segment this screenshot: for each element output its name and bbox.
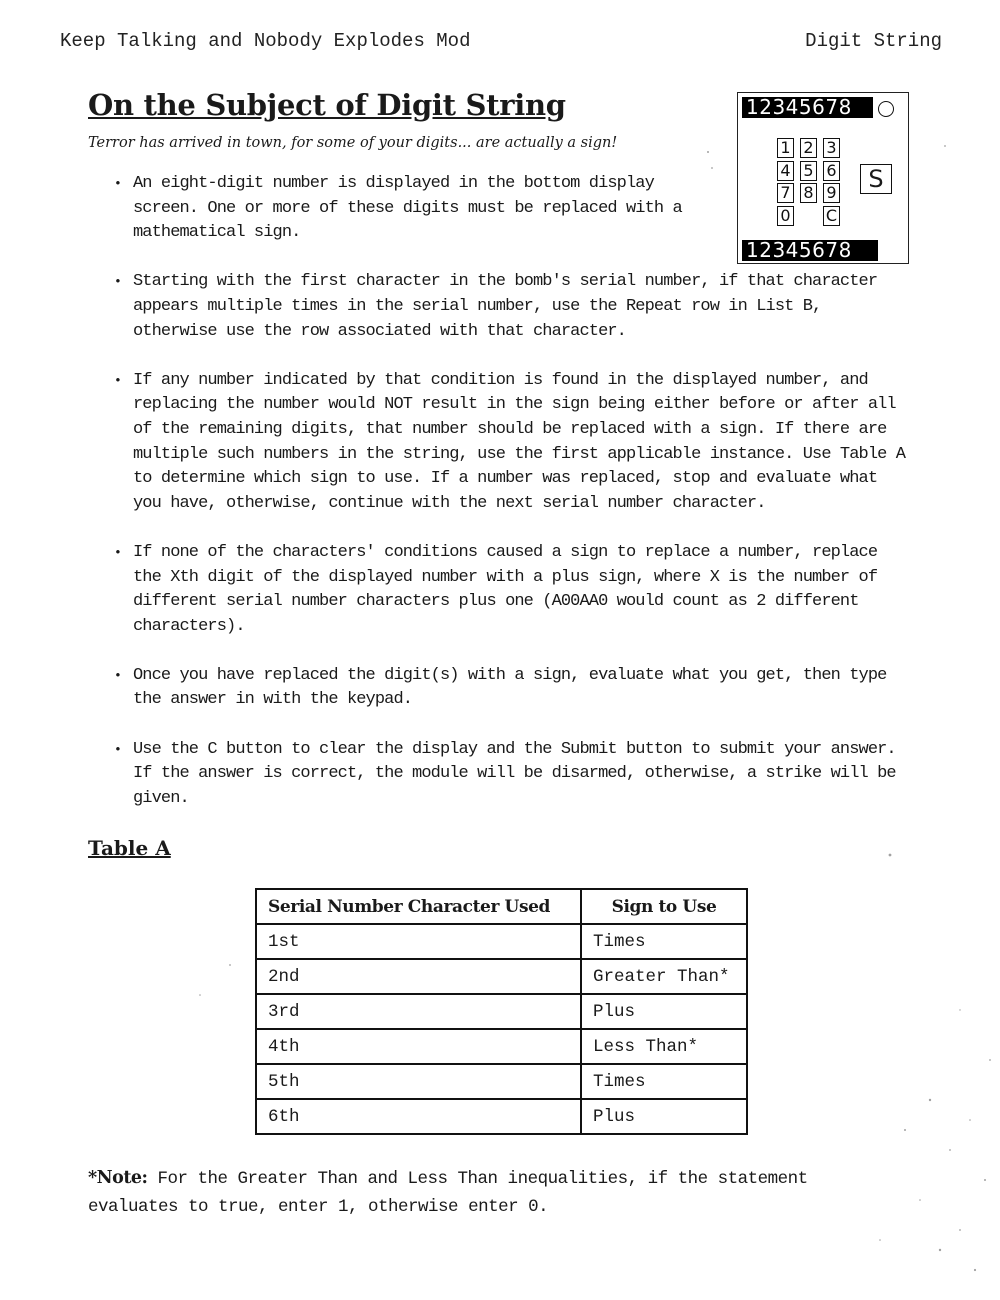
table-a bbox=[255, 888, 748, 1135]
table-row bbox=[256, 924, 747, 959]
module-illustration bbox=[737, 92, 909, 264]
status-light-icon bbox=[878, 101, 894, 117]
list-item: • Starting with the first character in the bomb's serial number, if that character appears multiple times in the serial number, use the Repeat row in List B, otherwise use the row associated with that character. bbox=[112, 270, 912, 344]
footnote-text: For the Greater Than and Less Than inequalities, if the statement evaluates to true, enter 1, otherwise enter 0. bbox=[88, 1169, 808, 1217]
list-item: • An eight-digit number is displayed in the bottom display screen. One or more of these digits must be replaced with a mathematical sign. bbox=[112, 172, 693, 246]
table-cell: 6th bbox=[256, 1099, 581, 1134]
table-row bbox=[256, 1029, 747, 1064]
key-0: 0 bbox=[777, 206, 794, 226]
table-cell: Greater Than* bbox=[581, 959, 747, 994]
table-cell: 3rd bbox=[256, 994, 581, 1029]
table-cell: Times bbox=[581, 1064, 747, 1099]
table-cell: 2nd bbox=[256, 959, 581, 994]
table-header-row bbox=[256, 889, 747, 924]
submit-key: S bbox=[860, 164, 892, 194]
flavor-text: Terror has arrived in town, for some of your digits... are actually a sign! bbox=[88, 135, 618, 151]
footnote bbox=[88, 1164, 848, 1221]
key-7: 7 bbox=[777, 183, 794, 203]
column-header: Sign to Use bbox=[581, 889, 747, 924]
table-a-heading: Table A bbox=[88, 836, 171, 860]
key-4: 4 bbox=[777, 161, 794, 181]
table-row bbox=[256, 994, 747, 1029]
table-cell: 5th bbox=[256, 1064, 581, 1099]
key-9: 9 bbox=[823, 183, 840, 203]
key-6: 6 bbox=[823, 161, 840, 181]
table-cell: 1st bbox=[256, 924, 581, 959]
key-1: 1 bbox=[777, 138, 794, 158]
table-row bbox=[256, 1099, 747, 1134]
table-cell: 4th bbox=[256, 1029, 581, 1064]
list-item: • Once you have replaced the digit(s) with a sign, evaluate what you get, then type the answer in with the keypad. bbox=[112, 664, 912, 713]
bottom-display: 12345678 bbox=[742, 240, 878, 261]
list-item: • Use the C button to clear the display and the Submit button to submit your answer. If the answer is correct, the module will be disarmed, otherwise, a strike will be given. bbox=[112, 738, 912, 812]
list-item: • If any number indicated by that condition is found in the displayed number, and replacing the number would NOT result in the sign being either before or after all of the remaining digits, that number should be replaced with a sign. If there are multiple such numbers in the string, use the first applicable instance. Use Table A to determine which sign to use. If a number was replaced, stop and evaluate what you have, otherwise, continue with the next serial number character. bbox=[112, 369, 912, 517]
table-cell: Plus bbox=[581, 1099, 747, 1134]
key-3: 3 bbox=[823, 138, 840, 158]
footnote-label: *Note: bbox=[88, 1168, 148, 1188]
table-cell: Less Than* bbox=[581, 1029, 747, 1064]
key-8: 8 bbox=[800, 183, 817, 203]
list-item: • If none of the characters' conditions caused a sign to replace a number, replace the Xth digit of the displayed number with a plus sign, where X is the number of different serial number characters plus one (A00AA0 would count as 2 different characters). bbox=[112, 541, 912, 639]
clear-key: C bbox=[823, 206, 840, 226]
key-5: 5 bbox=[800, 161, 817, 181]
table-row bbox=[256, 1064, 747, 1099]
table-row bbox=[256, 959, 747, 994]
key-2: 2 bbox=[800, 138, 817, 158]
table-cell: Times bbox=[581, 924, 747, 959]
column-header: Serial Number Character Used bbox=[256, 889, 581, 924]
top-display: 12345678 bbox=[742, 97, 873, 118]
page-title: On the Subject of Digit String bbox=[88, 88, 566, 122]
table-cell: Plus bbox=[581, 994, 747, 1029]
instruction-list bbox=[112, 172, 912, 836]
header-mod-name: Keep Talking and Nobody Explodes Mod bbox=[60, 30, 471, 52]
header-module-name: Digit String bbox=[805, 30, 942, 52]
